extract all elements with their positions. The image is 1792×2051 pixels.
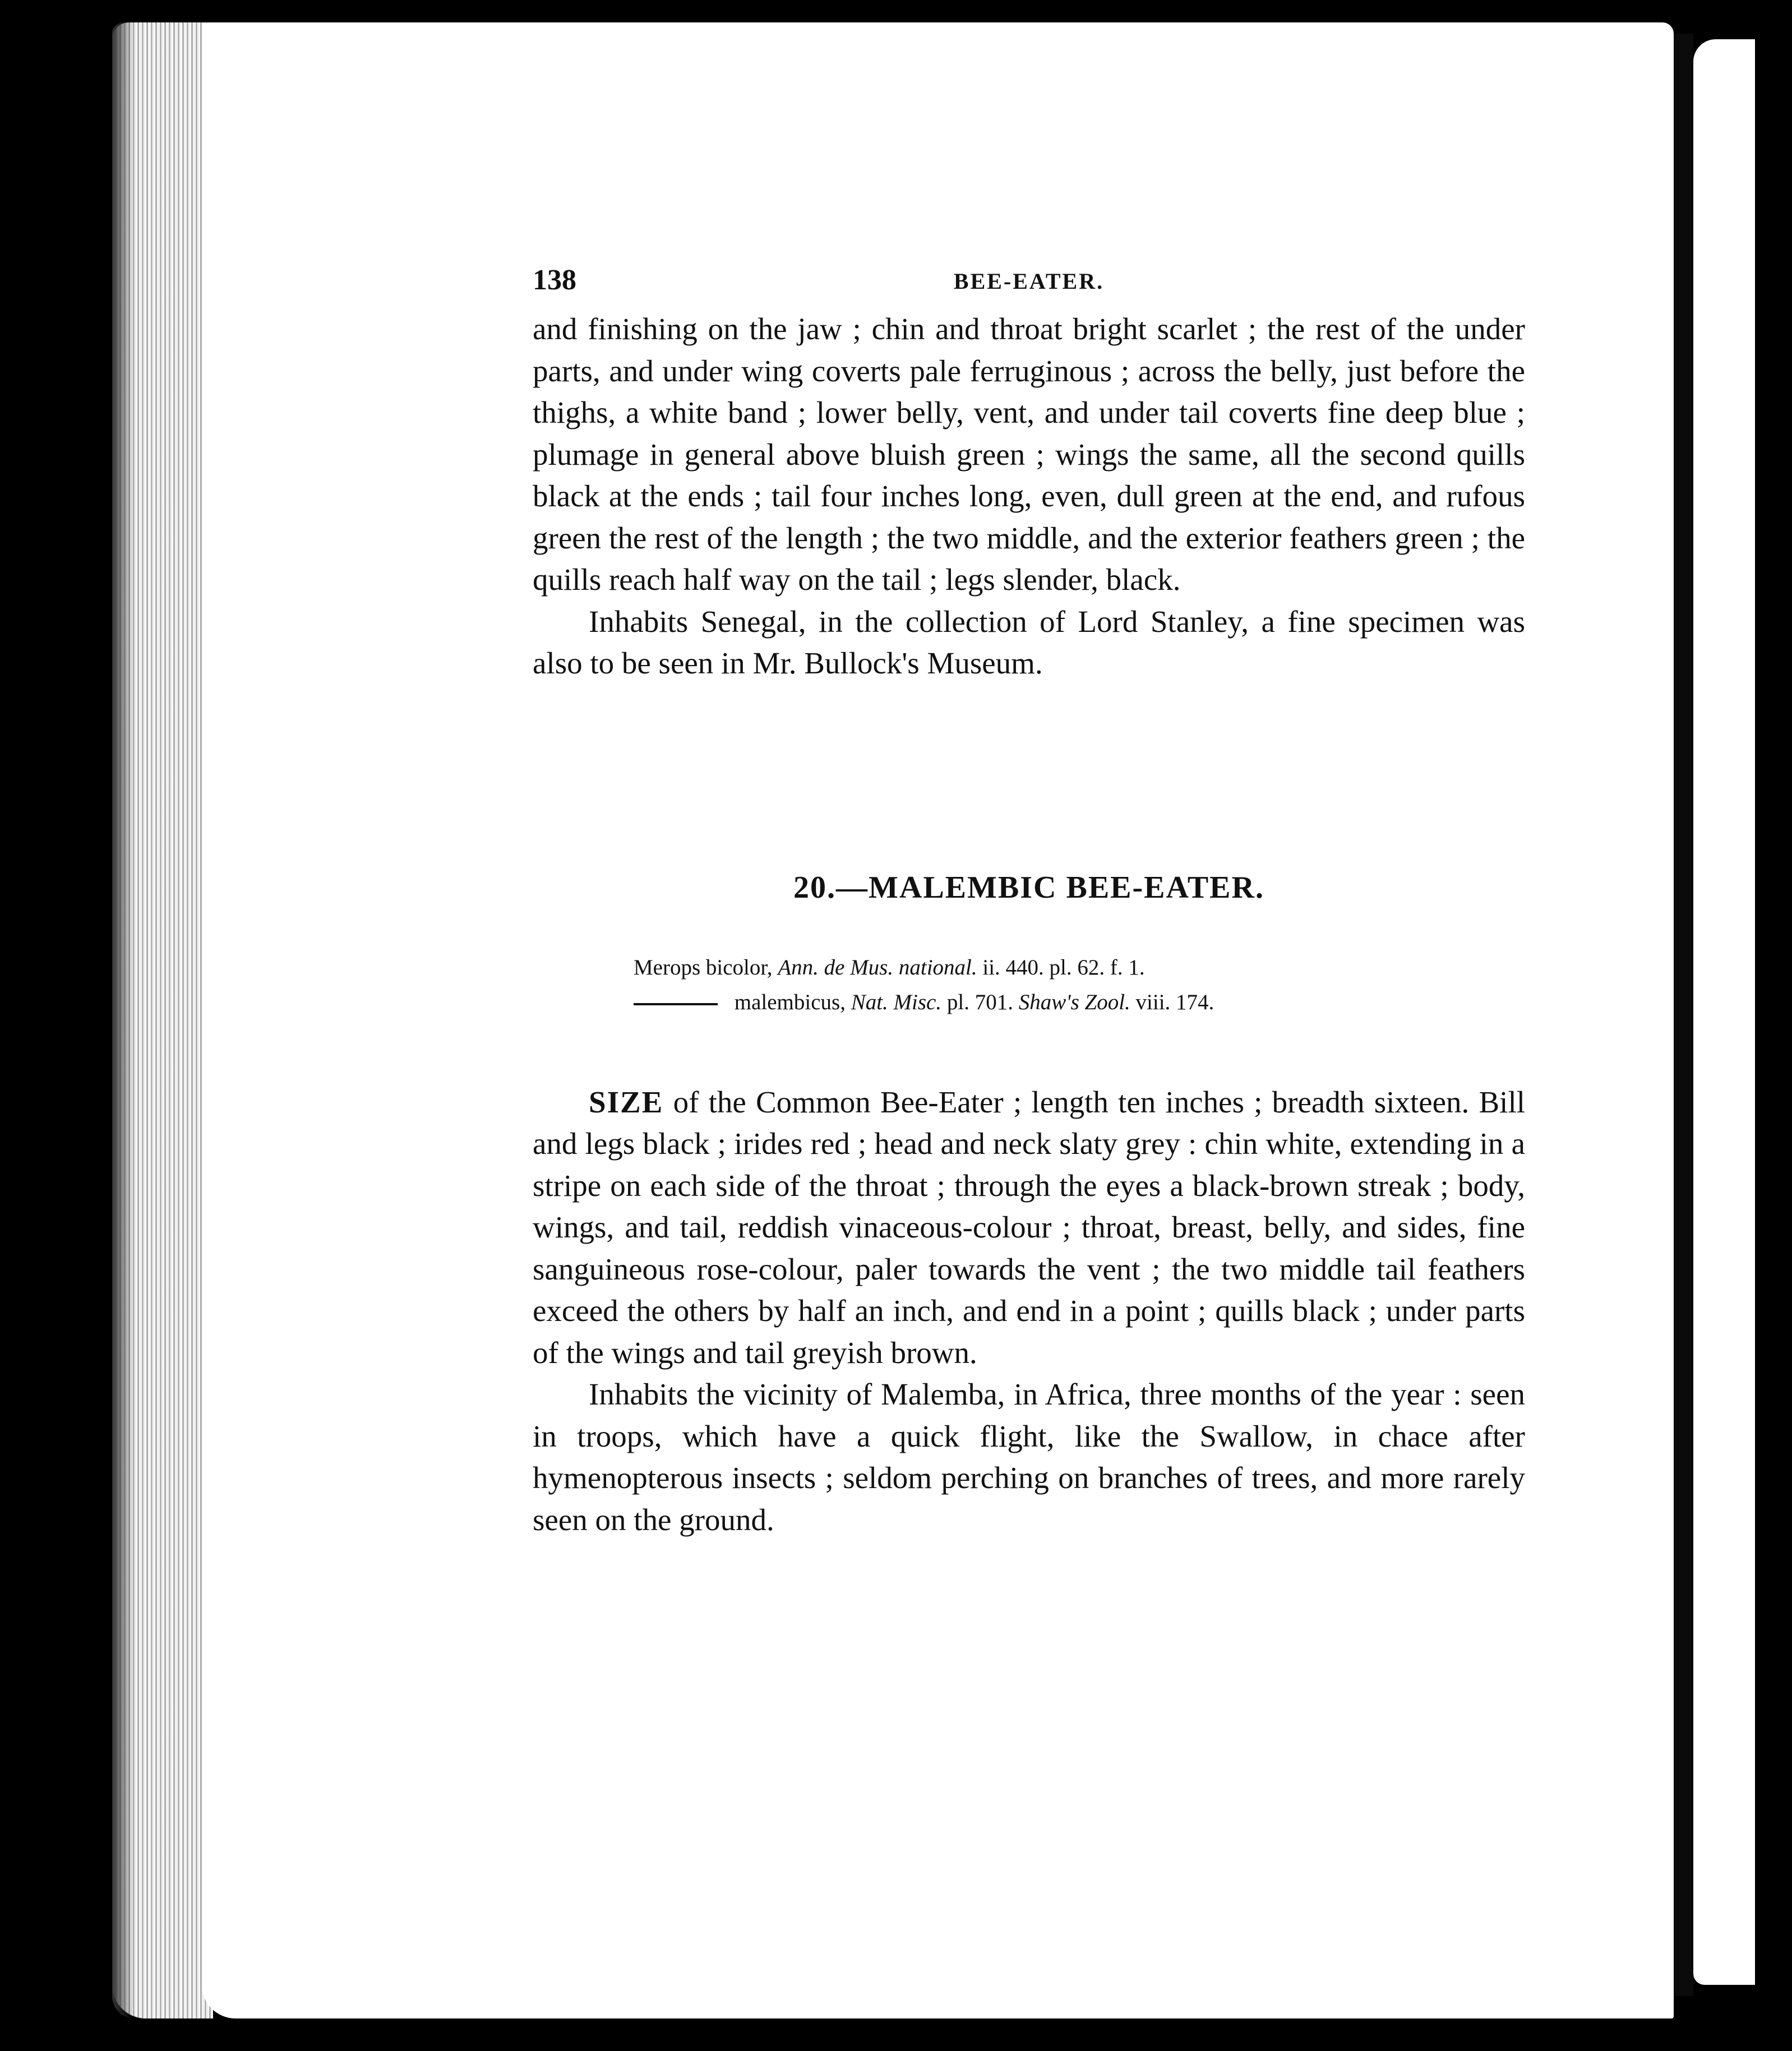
species-description-text: of the Common Bee-Eater ; length ten inches ; breadth sixteen. Bill and legs black ; irides red ; head and neck slaty grey : chin white, extending in a stripe on each side of the throat ; through the eyes a black-brown streak ; body, wings, and tail, reddish vinaceous-colour ; throat, breast, belly, and sides, fine sanguineous rose-colour, paler towards the vent ; the two middle tail feathers exceed the others by half an inch, and end in a point ; quills black ; under parts of the wings and tail greyish brown.: [533, 1084, 1526, 1370]
synonym-reference: viii. 174.: [1135, 990, 1214, 1014]
synonym-name: malembicus,: [734, 990, 846, 1014]
synonym-source: Ann. de Mus. national.: [778, 955, 977, 980]
species-habitat: Inhabits the vicinity of Malemba, in Africa, three months of the year : seen in troops, which have a quick flight, like the Swallow, in chace after hymenopterous insects ; seldom perching on branches of trees, and more rarely seen on the ground.: [533, 1377, 1525, 1537]
synonym-source: Shaw's Zool.: [1018, 990, 1130, 1014]
page-number: 138: [533, 264, 576, 296]
synonym-source: Nat. Misc.: [851, 990, 942, 1014]
running-title: BEE-EATER.: [953, 269, 1105, 294]
synonym-line: [634, 950, 1525, 985]
text-block: [533, 264, 1525, 1541]
size-lead: SIZE: [589, 1084, 664, 1119]
continued-description: and finishing on the jaw ; chin and throat bright scarlet ; the rest of the under parts, and under wing coverts pale ferruginous ; across the belly, just before the thighs, a white band ; lower belly, vent, and under tail coverts fine deep blue ; plumage in general above bluish green ; wings the same, all the second quills black at the ends ; tail four inches long, even, dull green at the end, and rufous green the rest of the length ; the two middle, and the exterior feathers green ; the quills reach half way on the tail ; legs slender, black.: [533, 312, 1525, 597]
book-edge-shadow: [112, 22, 135, 2018]
continued-habitat: Inhabits Senegal, in the collection of Lord Stanley, a fine specimen was also to be seen in Mr. Bullock's Museum.: [533, 604, 1525, 680]
running-head: [533, 264, 1525, 308]
species-description: [533, 1082, 1525, 1374]
synonym-reference: pl. 701.: [946, 990, 1013, 1014]
ditto-dash: [634, 1003, 718, 1005]
synonym-reference: ii. 440. pl. 62. f. 1.: [982, 955, 1145, 980]
synonymy-list: [634, 950, 1525, 1020]
facing-page-edge: [1693, 39, 1755, 1985]
species-description-block: [533, 1082, 1525, 1541]
synonym-name: Merops bicolor,: [634, 955, 773, 980]
book-gutter: [1674, 34, 1693, 1996]
synonym-line: [634, 985, 1525, 1020]
species-heading: 20.—MALEMBIC BEE-EATER.: [793, 870, 1264, 905]
